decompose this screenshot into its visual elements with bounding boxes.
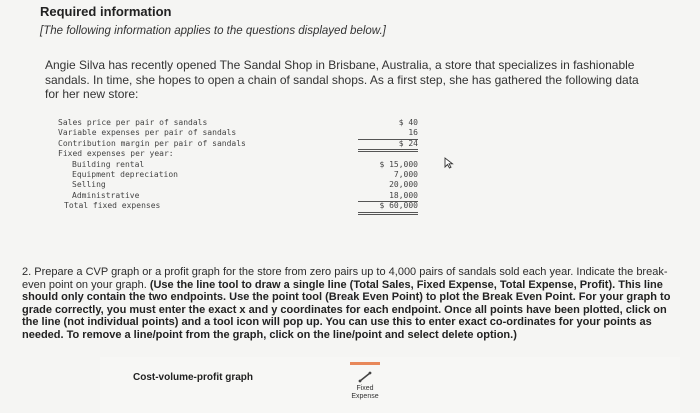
graph-canvas[interactable] — [100, 357, 680, 413]
tool-color-bar — [350, 362, 380, 365]
tool-label-line-1: Fixed — [356, 385, 374, 392]
graph-title: Cost-volume-profit graph — [133, 372, 253, 383]
sales-price-label: Sales price per pair of sandals — [58, 118, 208, 127]
table-row — [58, 170, 418, 180]
fixed-item-label: Administrative — [72, 190, 140, 200]
fixed-item-label: Selling — [72, 180, 106, 190]
table-row — [58, 180, 418, 190]
variable-expense-label: Variable expenses per pair of sandals — [58, 128, 237, 138]
header — [40, 4, 386, 37]
section-title: Required information — [40, 4, 172, 19]
table-row — [58, 201, 418, 211]
fixed-expense-line-tool[interactable] — [340, 362, 390, 410]
table-row — [58, 139, 418, 149]
table-row — [58, 118, 418, 128]
question-2 — [22, 266, 682, 342]
fixed-item-value: 7,000 — [393, 169, 418, 179]
fixed-item-value: 20,000 — [389, 180, 418, 190]
line-tool-icon — [358, 371, 372, 383]
contribution-margin-value: $ 24 — [358, 139, 418, 152]
question-instructions: (Use the line tool to draw a single line (Total Sales, Fixed Expense, Total Expense, Profit). This line should only contain the two endpoints. Use the point tool (Break Even Point) to plot the Break Even Point. For your graph to grade correctly, you must enter the exact x and y coordinates for each endpoint. Once all points have been plotted, click on the line (not individual points) and a tool icon will pop up. You can use this to enter exact co-ordinates for your points as needed. To remove a line/point from the graph, click on the line/point and select delete option.) — [22, 278, 671, 341]
total-fixed-label: Total fixed expenses — [64, 201, 161, 211]
variable-expense-value: 16 — [358, 128, 418, 139]
question-text: 2. Prepare a CVP graph or a profit graph for the store from zero pairs up to 4,000 pairs of sandals sold each year. Indicate the break-even point on your graph. — [22, 266, 668, 291]
fixed-expenses-header: Fixed expenses per year: — [58, 149, 174, 159]
contribution-margin-label: Contribution margin per pair of sandals — [58, 138, 246, 148]
financial-data-table — [58, 118, 418, 212]
table-row — [58, 128, 418, 138]
total-fixed-value: $ 60,000 — [358, 201, 418, 214]
table-row — [58, 149, 418, 159]
table-row — [58, 160, 418, 170]
sales-price-value: $ 40 — [398, 118, 418, 127]
tool-label-line-2: Expense — [351, 393, 379, 400]
fixed-item-label: Building rental — [72, 159, 145, 169]
fixed-item-label: Equipment depreciation — [72, 169, 178, 179]
applies-note: [The following information applies to the questions displayed below.] — [40, 25, 386, 37]
table-row — [58, 191, 418, 201]
mouse-cursor-icon — [444, 157, 454, 169]
fixed-item-value: $ 15,000 — [379, 159, 418, 169]
intro-paragraph: Angie Silva has recently opened The Sandal Shop in Brisbane, Australia, a store that specializes in fashionable sandals. In time, she hopes to open a chain of sandal shops. As a first step, she has gathered the following data for her new store: — [45, 58, 639, 101]
fixed-item-value: 18,000 — [358, 191, 418, 202]
